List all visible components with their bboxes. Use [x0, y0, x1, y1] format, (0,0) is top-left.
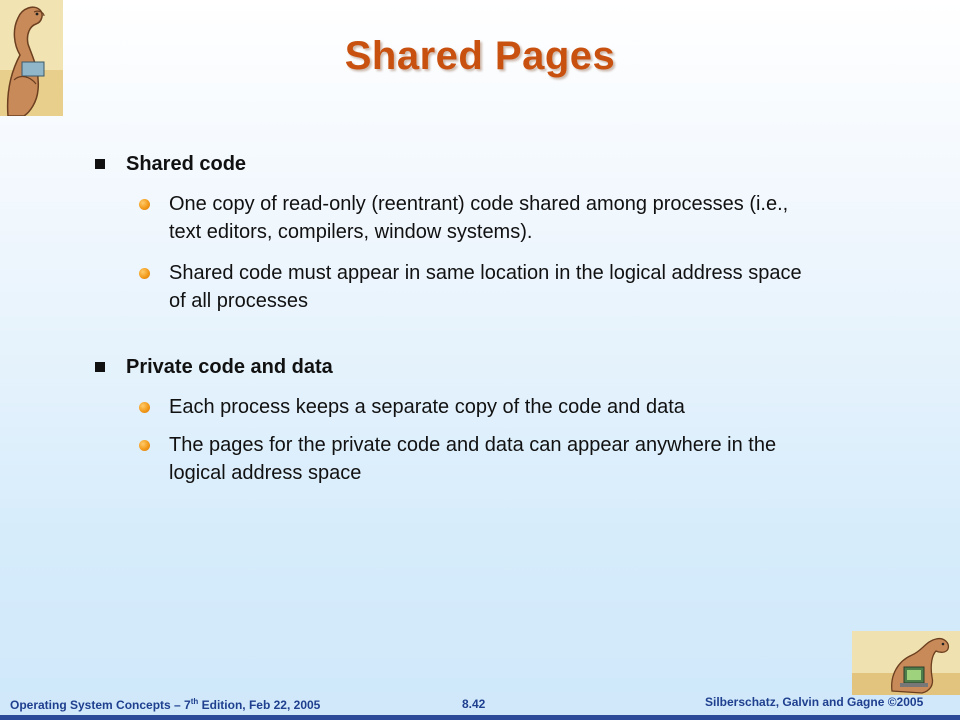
footer-left-prefix: Operating System Concepts – 7: [10, 698, 191, 712]
section-heading-private-code: [126, 356, 333, 379]
square-bullet-icon: [95, 159, 105, 169]
list-item: [169, 190, 819, 246]
square-bullet-icon: [95, 362, 105, 372]
section-heading-text: Shared code: [126, 153, 247, 175]
list-item-text: The pages for the private code and data can appear anywhere in the logical address space: [169, 434, 777, 484]
list-item-text: One copy of read-only (reentrant) code shared among processes (i.e., text editors, compilers, window systems).: [169, 193, 789, 243]
footer-left-sup: th: [190, 697, 199, 706]
round-bullet-icon: [139, 199, 150, 210]
round-bullet-icon: [139, 268, 150, 279]
list-item: [169, 431, 819, 487]
dinosaur-computer-icon: [852, 631, 960, 695]
list-item: [169, 259, 819, 315]
list-item: [169, 393, 819, 421]
footer-copyright: Silberschatz, Galvin and Gagne ©2005: [705, 695, 924, 709]
section-heading-shared-code: [126, 153, 246, 176]
round-bullet-icon: [139, 440, 150, 451]
footer-course-info: [10, 697, 320, 712]
list-item-text: Shared code must appear in same location in the logical address space of all processes: [169, 262, 802, 312]
slide-title: Shared Pages: [344, 34, 616, 78]
footer-page-number: 8.42: [462, 697, 486, 711]
footer-divider: [0, 715, 960, 720]
footer-left-suffix: Edition, Feb 22, 2005: [198, 698, 321, 712]
section-heading-text: Private code and data: [126, 356, 333, 378]
round-bullet-icon: [139, 402, 150, 413]
list-item-text: Each process keeps a separate copy of the code and data: [169, 396, 685, 418]
